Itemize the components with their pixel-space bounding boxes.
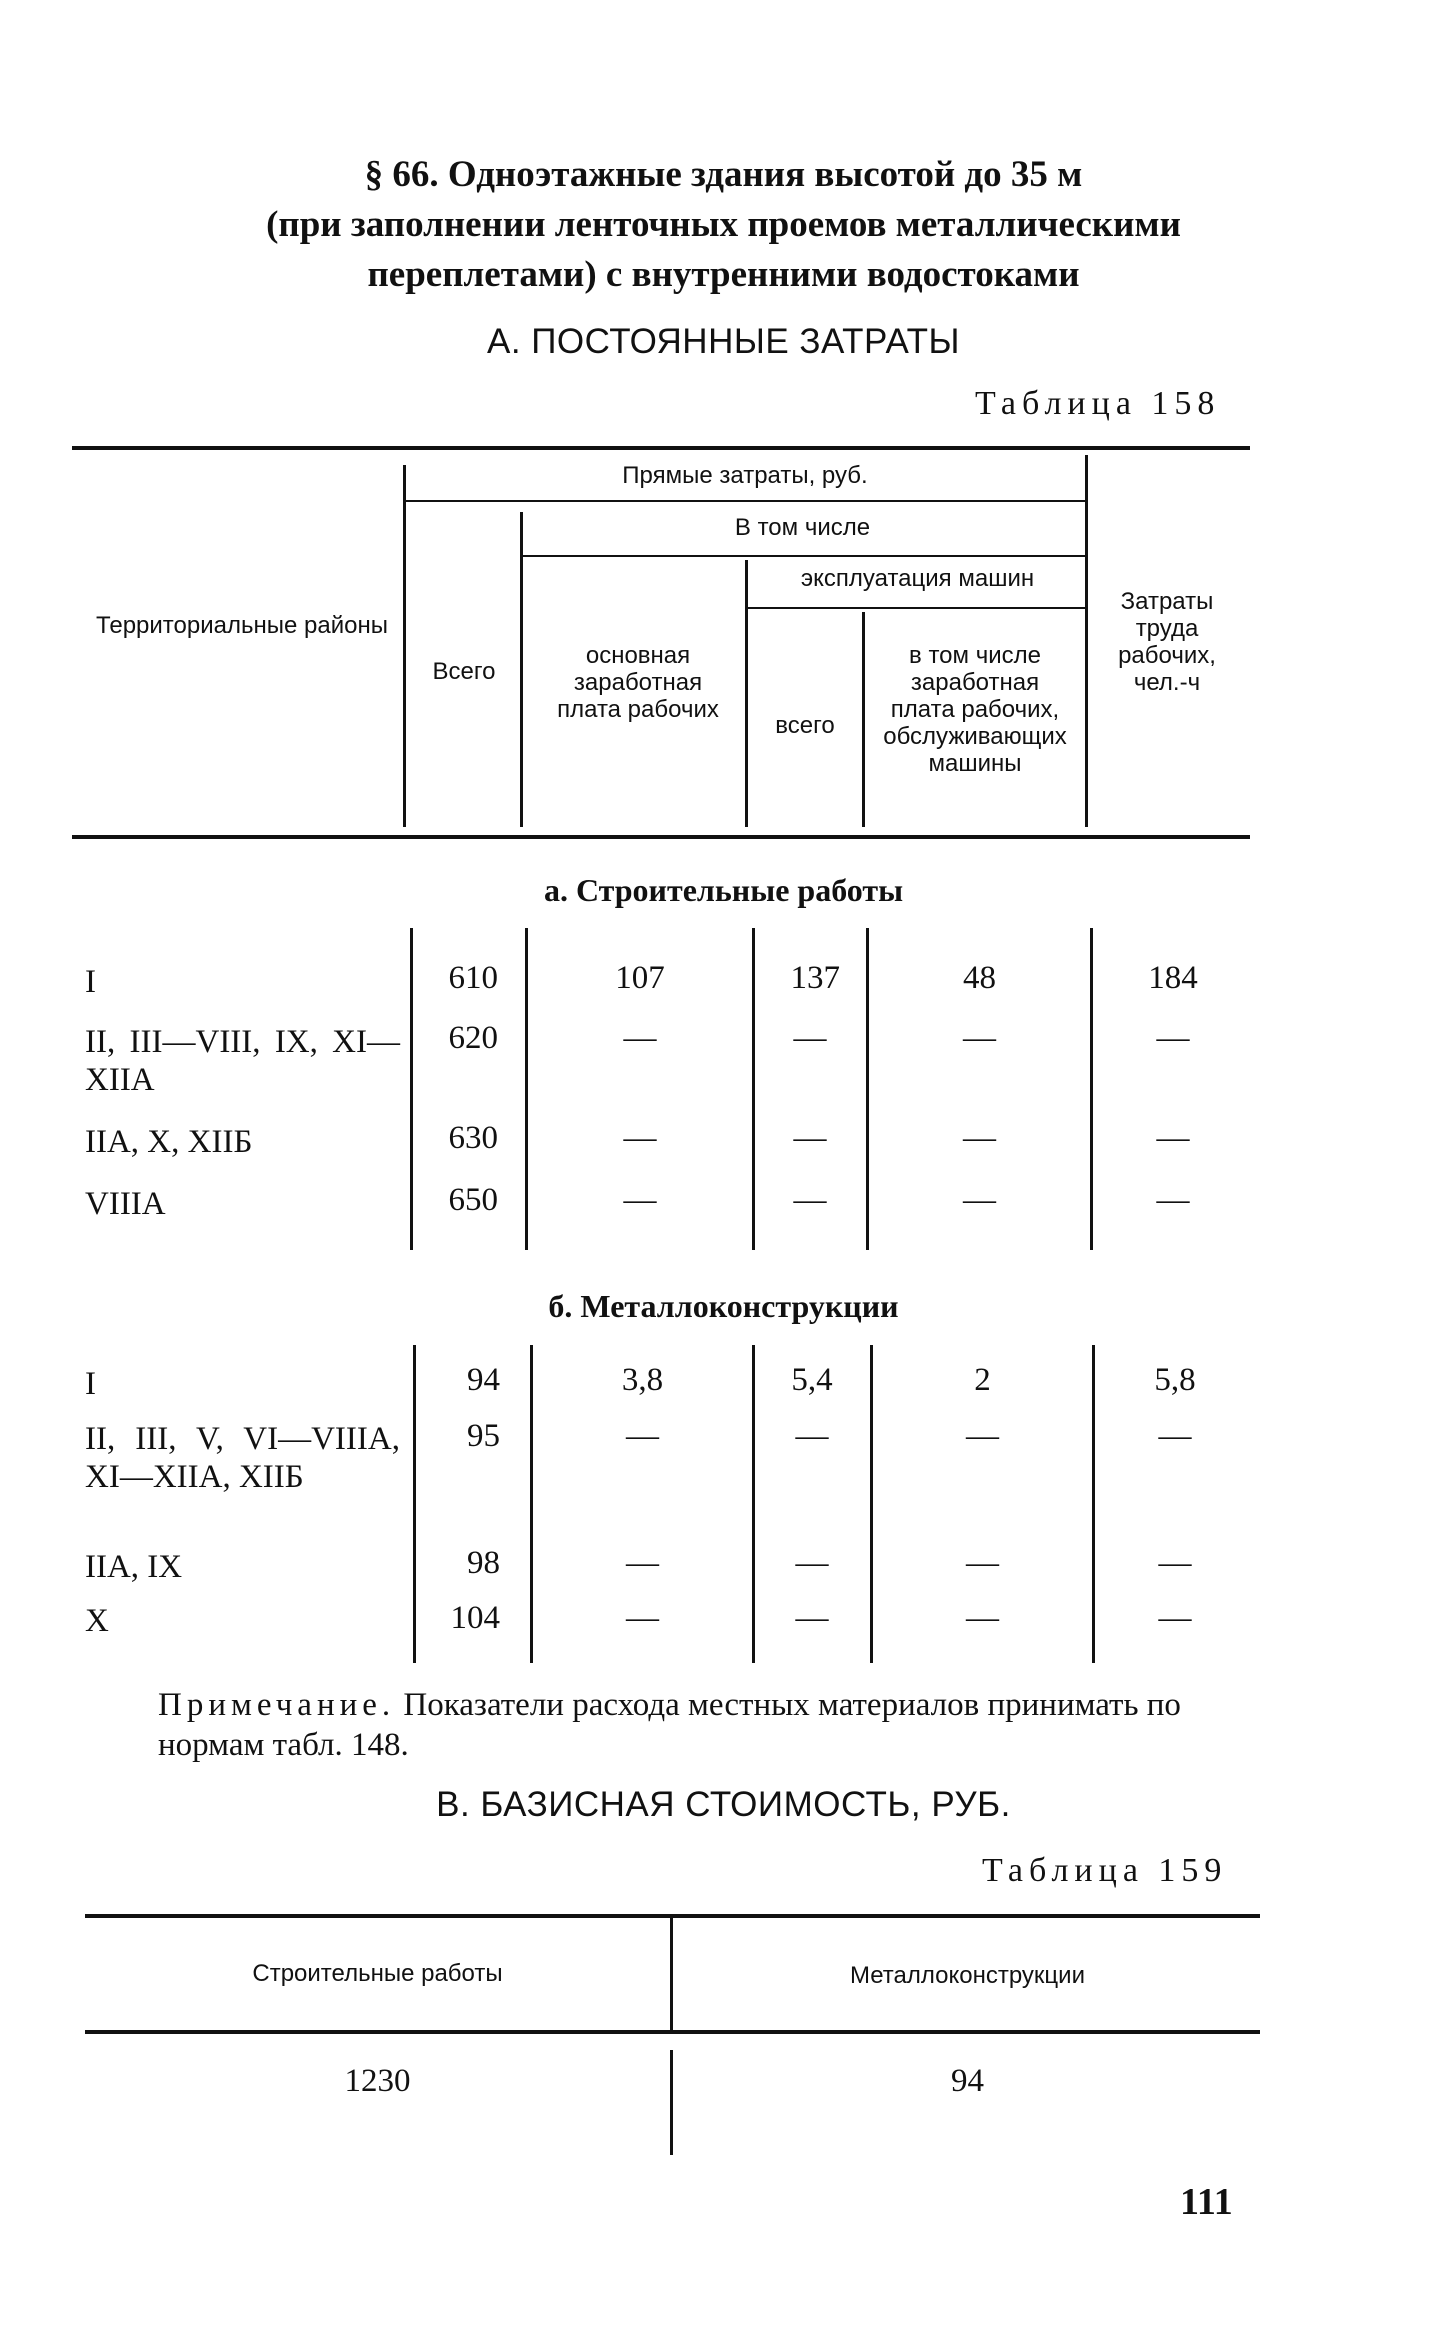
- total-cell: 104: [450, 1600, 500, 1636]
- labor-cell: —: [1158, 1418, 1192, 1454]
- machines-cell: 137: [790, 960, 840, 996]
- region-cell: II, III, V, VI—VIIIA, XI—XIIA, XIIБ: [85, 1421, 400, 1495]
- header-including: В том числе: [734, 514, 871, 541]
- labor-cell: —: [1158, 1545, 1192, 1581]
- note-label: Примечание.: [158, 1687, 396, 1723]
- header-divider: [1085, 455, 1088, 827]
- header-labor: Затраты труда рабочих, чел.-ч: [1118, 588, 1216, 696]
- total-cell: 95: [467, 1418, 500, 1454]
- section-b-heading: В. БАЗИСНАЯ СТОИМОСТЬ, РУБ.: [436, 1785, 1011, 1824]
- header-divider: [523, 555, 1085, 557]
- table-158-top-rule: [72, 446, 1250, 450]
- table-159-col2-value: 94: [951, 2063, 984, 2099]
- body-divider: [410, 928, 413, 1250]
- region-cell: II, III—VIII, IX, XI—XIIA: [85, 1024, 400, 1098]
- page-title-line-1: § 66. Одноэтажные здания высотой до 35 м: [364, 154, 1083, 195]
- header-machines: эксплуатация машин: [800, 565, 1035, 592]
- table-158-label: Таблица 158: [975, 385, 1221, 422]
- labor-cell: 5,8: [1154, 1362, 1196, 1398]
- machine-wages-cell: —: [963, 1182, 996, 1218]
- group-a-title: а. Строительные работы: [543, 872, 904, 908]
- region-cell: I: [85, 1366, 96, 1402]
- labor-cell: —: [1156, 1120, 1190, 1156]
- machines-cell: 5,4: [791, 1362, 833, 1398]
- body-divider: [530, 1345, 533, 1663]
- machines-cell: —: [795, 1600, 829, 1636]
- machines-cell: —: [795, 1545, 829, 1581]
- total-cell: 620: [448, 1020, 498, 1056]
- body-divider: [1092, 1345, 1095, 1663]
- wages-cell: —: [626, 1418, 659, 1454]
- region-cell: X: [85, 1603, 109, 1639]
- machine-wages-cell: —: [966, 1545, 999, 1581]
- header-regions: Территориальные районы: [96, 612, 388, 639]
- table-159-col1-value: 1230: [344, 2063, 411, 2099]
- machines-cell: —: [793, 1120, 827, 1156]
- table-159-col1-header: Строительные работы: [252, 1960, 503, 1987]
- wages-cell: —: [623, 1120, 657, 1156]
- body-divider: [752, 1345, 755, 1663]
- header-divider: [745, 560, 748, 827]
- labor-cell: 184: [1148, 960, 1198, 996]
- table-note: [158, 1685, 1258, 1765]
- wages-cell: 107: [615, 960, 665, 996]
- page-title-line-2: (при заполнении ленточных проемов металлическими: [266, 204, 1181, 245]
- machine-wages-cell: —: [966, 1600, 999, 1636]
- labor-cell: —: [1158, 1600, 1192, 1636]
- machines-cell: —: [793, 1182, 827, 1218]
- machines-cell: —: [793, 1020, 827, 1056]
- header-total: Всего: [432, 658, 496, 685]
- body-divider: [1090, 928, 1093, 1250]
- wages-cell: —: [623, 1182, 657, 1218]
- body-divider: [525, 928, 528, 1250]
- machine-wages-cell: —: [963, 1020, 996, 1056]
- wages-cell: 3,8: [621, 1362, 664, 1398]
- table-159-header-bottom-rule: [85, 2030, 1260, 2034]
- total-cell: 630: [448, 1120, 498, 1156]
- header-divider: [406, 500, 1085, 502]
- table-159-divider: [670, 1918, 673, 2030]
- header-machines-wages: в том числе заработная плата рабочих, обслуживающих машины: [883, 642, 1067, 777]
- table-159-divider: [670, 2050, 673, 2155]
- wages-cell: —: [626, 1600, 659, 1636]
- header-divider: [748, 607, 1085, 609]
- table-159-col2-header: Металлоконструкции: [849, 1962, 1085, 1989]
- header-direct-costs: Прямые затраты, руб.: [622, 462, 868, 489]
- wages-cell: —: [623, 1020, 657, 1056]
- total-cell: 610: [448, 960, 498, 996]
- region-cell: I: [85, 964, 96, 1000]
- section-a-heading: А. ПОСТОЯННЫЕ ЗАТРАТЫ: [486, 322, 961, 361]
- body-divider: [866, 928, 869, 1250]
- region-cell: IIA, IX: [85, 1549, 183, 1585]
- group-b-title: б. Металлоконструкции: [548, 1288, 899, 1324]
- machine-wages-cell: —: [963, 1120, 996, 1156]
- machine-wages-cell: 48: [963, 960, 996, 996]
- region-cell: IIA, X, XIIБ: [85, 1124, 253, 1160]
- body-divider: [413, 1345, 416, 1663]
- region-cell: VIIIA: [85, 1186, 166, 1222]
- body-divider: [870, 1345, 873, 1663]
- body-divider: [752, 928, 755, 1250]
- note-text: Показатели расхода местных материалов принимать по нормам табл. 148.: [158, 1687, 1181, 1763]
- header-divider: [862, 612, 865, 827]
- page-title-line-3: переплетами) с внутренними водостоками: [367, 254, 1080, 295]
- total-cell: 650: [448, 1182, 498, 1218]
- page-title: [0, 150, 1447, 300]
- total-cell: 94: [467, 1362, 500, 1398]
- labor-cell: —: [1156, 1020, 1190, 1056]
- table-158-header-bottom-rule: [72, 835, 1250, 839]
- machines-cell: —: [795, 1418, 829, 1454]
- machine-wages-cell: 2: [974, 1362, 991, 1398]
- page-number: 111: [1180, 2181, 1233, 2223]
- labor-cell: —: [1156, 1182, 1190, 1218]
- header-divider: [520, 512, 523, 827]
- machine-wages-cell: —: [966, 1418, 999, 1454]
- wages-cell: —: [626, 1545, 659, 1581]
- header-divider: [403, 465, 406, 827]
- table-159-label: Таблица 159: [982, 1852, 1228, 1889]
- total-cell: 98: [467, 1545, 500, 1581]
- header-wages: основная заработная плата рабочих: [557, 642, 719, 723]
- header-machines-total: всего: [775, 712, 835, 739]
